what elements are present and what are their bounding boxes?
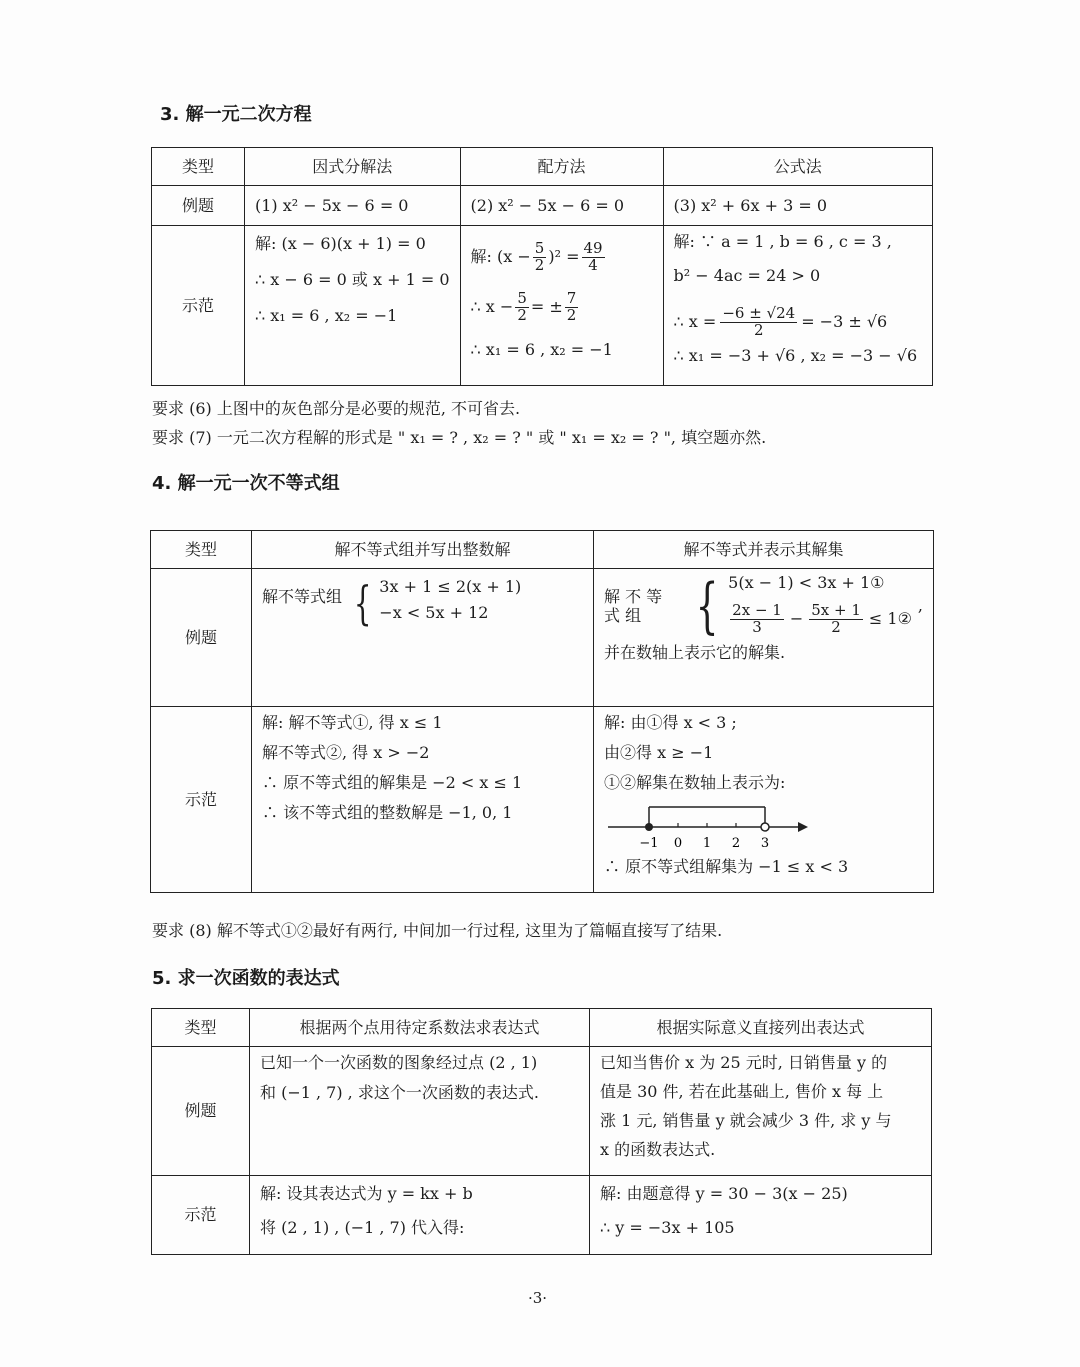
func-example-1 bbox=[250, 1047, 589, 1119]
demo-factor-line: ∴ x₁ = 6 , x₂ = −1 bbox=[255, 306, 398, 325]
tick-label: 2 bbox=[731, 836, 741, 851]
requirement-6: 要求 (6) 上图中的灰色部分是必要的规范, 不可省去. bbox=[152, 399, 521, 418]
ineq-demo2-last: ∴ 原不等式组解集为 −1 ≤ x < 3 bbox=[604, 857, 849, 876]
demo-factor bbox=[245, 226, 460, 348]
func-demo2-line: 解: 由题意得 y = 30 − 3(x − 25) bbox=[600, 1184, 848, 1203]
header-solution-set: 解不等式并表示其解集 bbox=[594, 531, 934, 569]
ineq-ex2-fraction1: $\frac{2x - 1}{3}$ bbox=[732, 600, 782, 636]
formula-l3-post: = −3 ± √6 bbox=[801, 312, 888, 332]
func-demo1-line: 解: 设其表达式为 y = kx + b bbox=[260, 1184, 473, 1203]
header-integer-solutions: 解不等式组并写出整数解 bbox=[252, 531, 594, 569]
ineq-demo1-line: ∴ 该不等式组的整数解是 −1, 0, 1 bbox=[262, 803, 513, 822]
row-label-example: 例题 bbox=[151, 569, 252, 707]
inequality-table bbox=[150, 530, 934, 893]
func-ex2-line: 涨 1 元, 销售量 y 就会减少 3 件, 求 y 与 bbox=[600, 1111, 892, 1130]
formula-l3-pre: ∴ x = bbox=[673, 312, 717, 332]
ineq-ex1-pre: 解不等式组 bbox=[262, 587, 343, 606]
demo-formula bbox=[664, 226, 932, 384]
header-type: 类型 bbox=[151, 531, 252, 569]
row-label-example: 例题 bbox=[152, 186, 245, 226]
cs-l2-mid: = ± bbox=[530, 297, 563, 317]
linear-function-table bbox=[151, 1008, 932, 1255]
func-example-2 bbox=[590, 1047, 931, 1175]
header-formula: 公式法 bbox=[663, 148, 932, 186]
ineq-example-2 bbox=[594, 569, 933, 668]
example-1: (1) x² − 5x − 6 = 0 bbox=[255, 195, 409, 215]
ineq-demo2-line: ①②解集在数轴上表示为: bbox=[604, 773, 786, 792]
header-undetermined-coef: 根据两个点用待定系数法求表达式 bbox=[250, 1009, 590, 1047]
section3-heading: 3. 解一元二次方程 bbox=[160, 104, 312, 125]
cs-l1-fraction: $\frac{5}{2}$ bbox=[534, 238, 545, 274]
cs-l1-close: )² = bbox=[548, 247, 580, 267]
row-label-demo: 示范 bbox=[152, 1176, 250, 1255]
ineq-demo2-line: 由②得 x ≥ −1 bbox=[604, 743, 714, 762]
formula-l2: b² − 4ac = 24 > 0 bbox=[673, 266, 821, 285]
requirement-8: 要求 (8) 解不等式①②最好有两行, 中间加一行过程, 这里为了篇幅直接写了结果. bbox=[152, 921, 723, 940]
ineq-ex2-minus: − bbox=[789, 609, 804, 629]
func-demo1-line: 将 (2 , 1) , (−1 , 7) 代入得: bbox=[260, 1218, 465, 1237]
ineq-demo-1 bbox=[252, 707, 593, 839]
ineq-ex2-line3: 并在数轴上表示它的解集. bbox=[604, 643, 786, 662]
ineq-ex1-line: −x < 5x + 12 bbox=[379, 603, 489, 622]
formula-l1: 解: ∵ a = 1 , b = 6 , c = 3 , bbox=[673, 232, 892, 251]
open-dot-icon bbox=[761, 823, 769, 831]
func-demo2-line: ∴ y = −3x + 105 bbox=[600, 1218, 735, 1237]
number-line bbox=[604, 801, 824, 853]
cs-l3: ∴ x₁ = 6 , x₂ = −1 bbox=[470, 340, 613, 360]
demo-complete-square bbox=[461, 226, 663, 374]
tick-label: 0 bbox=[673, 836, 683, 851]
ineq-demo1-line: ∴ 原不等式组的解集是 −2 < x ≤ 1 bbox=[262, 773, 523, 792]
row-label-demo: 示范 bbox=[151, 707, 252, 893]
ineq-ex2-line1: 5(x − 1) < 3x + 1① bbox=[728, 573, 885, 592]
ineq-ex2-post: ≤ 1② bbox=[868, 609, 912, 629]
ineq-example-1 bbox=[252, 569, 593, 635]
demo-factor-line: 解: (x − 6)(x + 1) = 0 bbox=[255, 234, 426, 253]
func-demo-2 bbox=[590, 1176, 931, 1254]
demo-factor-line: ∴ x − 6 = 0 或 x + 1 = 0 bbox=[255, 270, 450, 289]
example-3: (3) x² + 6x + 3 = 0 bbox=[673, 195, 828, 215]
requirement-7: 要求 (7) 一元二次方程解的形式是 " x₁ = ? , x₂ = ? " 或 " x₁ = x₂ = ? ", 填空题亦然. bbox=[152, 428, 767, 447]
header-complete-square: 配方法 bbox=[460, 148, 663, 186]
func-ex2-line: 已知当售价 x 为 25 元时, 日销售量 y 的 bbox=[600, 1053, 888, 1072]
page-number: ·3· bbox=[528, 1289, 548, 1307]
formula-l4: ∴ x₁ = −3 + √6 , x₂ = −3 − √6 bbox=[673, 346, 918, 365]
ineq-demo2-line: 解: 由①得 x < 3 ; bbox=[604, 713, 737, 732]
header-factor: 因式分解法 bbox=[245, 148, 461, 186]
cs-l1-rhs-fraction: $\frac{49}{4}$ bbox=[583, 238, 603, 274]
ineq-ex2-comma: , bbox=[917, 596, 923, 616]
arrow-right-icon bbox=[798, 822, 808, 832]
closed-dot-icon bbox=[645, 823, 653, 831]
left-brace-icon: { bbox=[695, 571, 719, 641]
func-demo-1 bbox=[250, 1176, 589, 1254]
row-label-example: 例题 bbox=[152, 1047, 250, 1176]
func-ex2-line: 值是 30 件, 若在此基础上, 售价 x 每 上 bbox=[600, 1082, 884, 1101]
header-type: 类型 bbox=[152, 148, 245, 186]
cs-l2-pre: ∴ x − bbox=[470, 297, 514, 317]
header-practical-meaning: 根据实际意义直接列出表达式 bbox=[590, 1009, 932, 1047]
ineq-demo1-line: 解不等式②, 得 x > −2 bbox=[262, 743, 430, 762]
cs-l1-open: (x − bbox=[497, 247, 531, 267]
tick-label: −1 bbox=[639, 836, 659, 851]
func-ex2-line: x 的函数表达式. bbox=[600, 1140, 716, 1159]
quadratic-table bbox=[151, 147, 933, 386]
header-type: 类型 bbox=[152, 1009, 250, 1047]
ineq-ex2-fraction2: $\frac{5x + 1}{2}$ bbox=[811, 600, 861, 636]
section5-heading: 5. 求一次函数的表达式 bbox=[152, 968, 340, 989]
ineq-demo-2 bbox=[594, 707, 933, 882]
func-ex1-line: 和 (−1 , 7) , 求这个一次函数的表达式. bbox=[260, 1083, 539, 1102]
cs-l2-fraction: $\frac{5}{2}$ bbox=[517, 288, 527, 324]
example-2: (2) x² − 5x − 6 = 0 bbox=[470, 195, 625, 215]
cs-l1-pre: 解: bbox=[470, 247, 492, 267]
ineq-demo1-line: 解: 解不等式①, 得 x ≤ 1 bbox=[262, 713, 443, 732]
section4-heading: 4. 解一元一次不等式组 bbox=[152, 473, 340, 494]
func-ex1-line: 已知一个一次函数的图象经过点 (2 , 1) bbox=[260, 1053, 538, 1072]
tick-label: 1 bbox=[702, 836, 712, 851]
left-brace-icon: { bbox=[353, 576, 372, 630]
formula-l3-fraction: $\frac{-6 \pm √24}{2}$ bbox=[722, 303, 796, 339]
ineq-ex1-line: 3x + 1 ≤ 2(x + 1) bbox=[379, 577, 522, 596]
ineq-ex2-pre: 解 不 等 式 组 bbox=[604, 586, 663, 625]
row-label-demo: 示范 bbox=[152, 226, 245, 386]
cs-l2-rhs-fraction: $\frac{7}{2}$ bbox=[566, 288, 577, 324]
tick-label: 3 bbox=[760, 836, 770, 851]
